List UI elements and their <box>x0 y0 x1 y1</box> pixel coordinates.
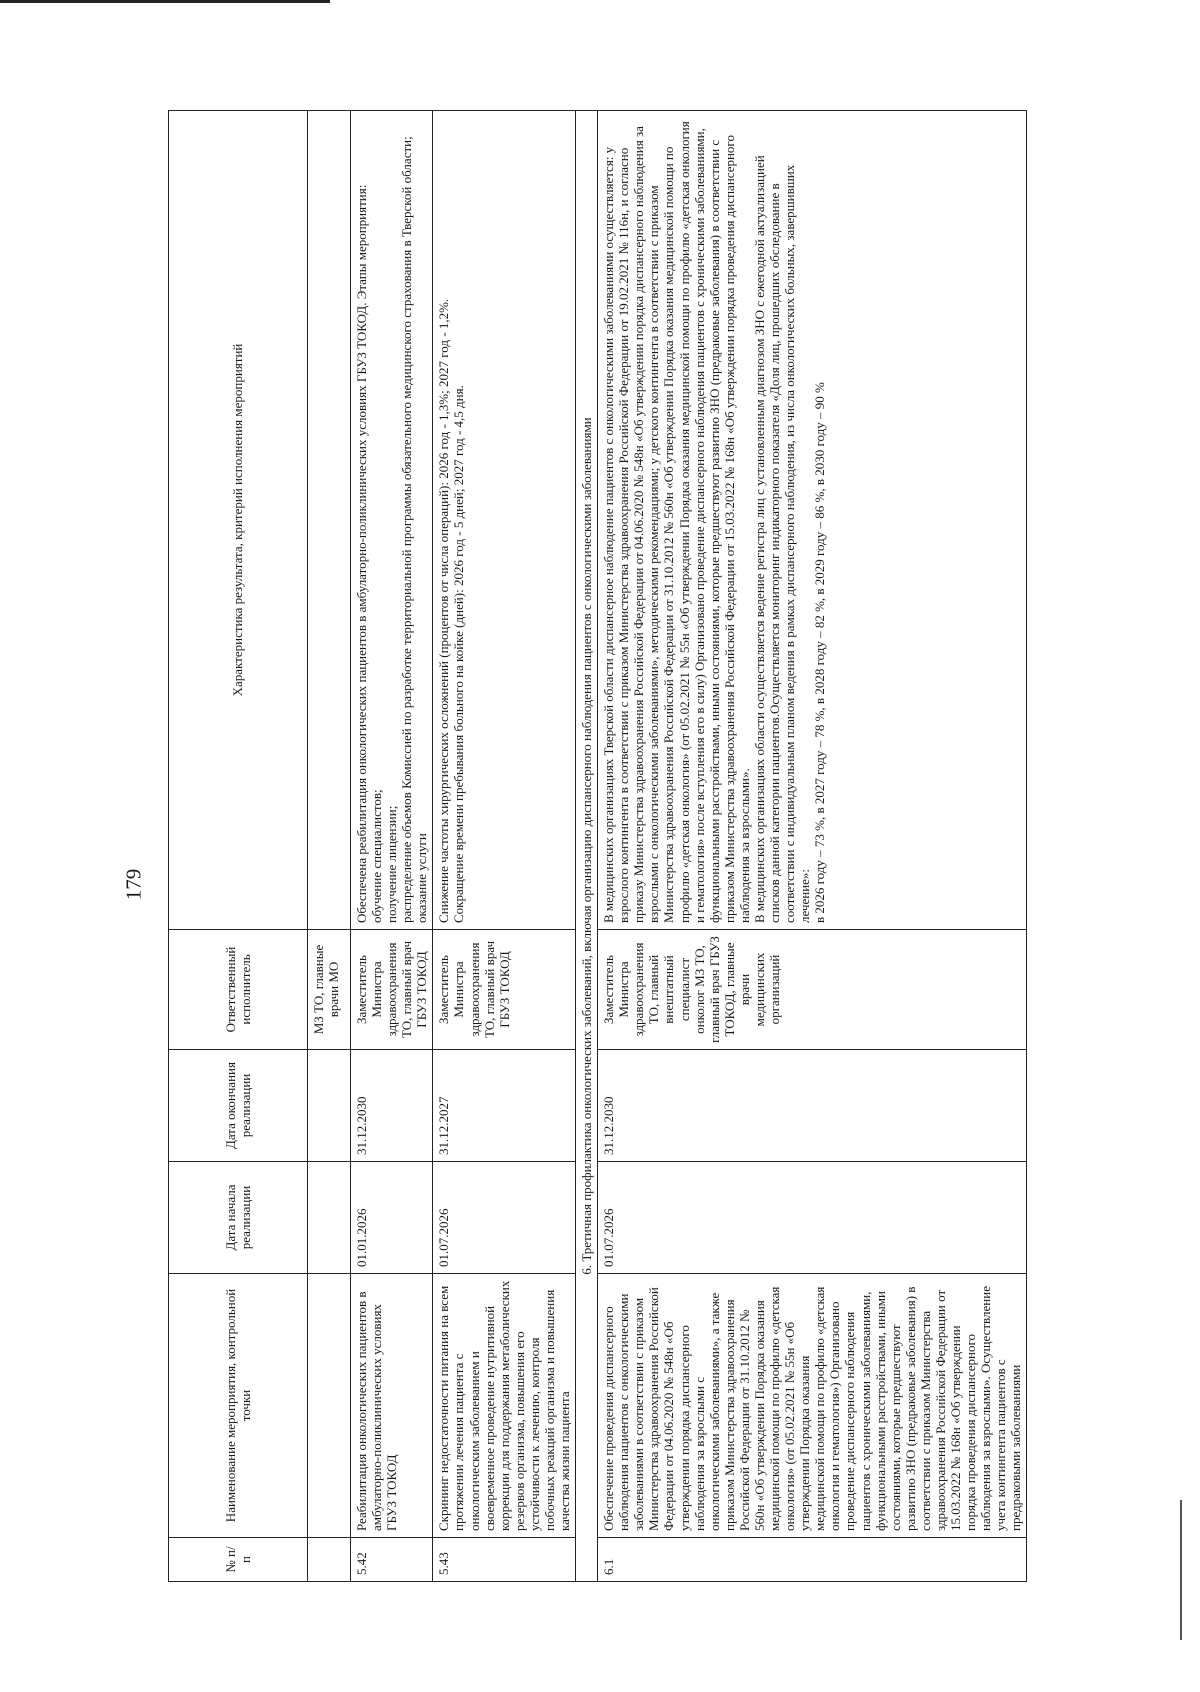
page-number: 179 <box>121 868 146 901</box>
cell-responsible: Заместитель Министра здравоохранения ТО, главный внештатный специалист онколог МЗ ТО, главный врач ГБУЗ ТОКОД, главные врачи медицинских организаций <box>598 930 1027 1050</box>
section-title: 6. Третичная профилактика онкологических заболеваний, включая организацию диспансерного наблюдения пациентов с онкологическими заболеваниями <box>576 111 598 1582</box>
table-row <box>598 111 1027 1582</box>
cell-start: 01.01.2026 <box>351 1162 433 1274</box>
cell-start <box>308 1162 351 1274</box>
cell-responsible: МЗ ТО, главные врачи МО <box>308 930 351 1050</box>
section-row <box>576 111 598 1582</box>
cell-result <box>308 111 351 930</box>
cell-start: 01.07.2026 <box>598 1162 1027 1274</box>
cell-responsible: Заместитель Министра здравоохранения ТО, главный врач ГБУЗ ТОКОД <box>433 930 576 1050</box>
result-line: распределение объемов Комиссией по разработке территориальной программы обязательного медицинского страхования в Тверской области; <box>399 136 415 923</box>
result-line: получение лицензии; <box>384 805 400 923</box>
cell-name: Обеспечение проведения диспансерного наблюдения пациентов с онкологическими заболеваниями в соответствии с приказом Министерства здравоохранения Российской Федерации от 04.06.2020 № 548н «Об утверждении порядка диспансерного наблюдения за взрослыми с онкологическими заболеваниями», а также приказом Министерства здравоохранения Российской Федерации от 31.10.2012 № 560н «Об утверждении Порядка оказания медицинской помощи по профилю «детская онкология» (от 05.02.2021 № 55н «Об утверждении Порядка оказания медицинской помощи по профилю «детская онкология и гематология») Организовано проведение диспансерного наблюдения пациентов с хроническими заболеваниями, функциональными расстройствами, иными состояниями, которые предшествуют развитию ЗНО (предраковые заболевания) в соответствии с приказом Министерства здравоохранения Российской Федерации от 15.03.2022 № 168н «Об утверждении порядка проведения диспансерного наблюдения за взрослыми». Осуществление учета контингента пациентов с предраковыми заболеваниями <box>598 1274 1027 1538</box>
plan-table <box>168 110 1027 1582</box>
cell-result <box>433 111 576 930</box>
rotated-page-content <box>168 110 1128 1582</box>
cell-end: 31.12.2030 <box>598 1050 1027 1162</box>
cell-end: 31.12.2030 <box>351 1050 433 1162</box>
cell-name <box>308 1274 351 1538</box>
header-end: Дата окончания реализации <box>169 1050 308 1162</box>
cell-result <box>351 111 433 930</box>
cell-num: 5.43 <box>433 1538 576 1582</box>
cell-end <box>308 1050 351 1162</box>
cell-num: 5.42 <box>351 1538 433 1582</box>
cell-responsible: Заместитель Министра здравоохранения ТО, главный врач ГБУЗ ТОКОД <box>351 930 433 1050</box>
table-row <box>433 111 576 1582</box>
result-line: Обеспечена реабилитация онкологических пациентов в амбулаторно-поликлинических условиях ГБУЗ ТОКОД. Этапы мероприятия: <box>354 184 369 923</box>
result-line: Сокращение времени пребывания больного на койке (дней): 2026 год - 5 дней; 2027 год - 4,5 дня. <box>451 385 467 923</box>
cell-num <box>308 1538 351 1582</box>
table-header-row <box>169 111 308 1582</box>
cell-num: 6.1 <box>598 1538 1027 1582</box>
header-name: Наименование мероприятия, контрольной точки <box>169 1274 308 1538</box>
header-responsible: Ответственный исполнитель <box>169 930 308 1050</box>
result-line: В медицинских организациях Тверской области диспансерное наблюдение пациентов с онкологическими заболеваниями осуществляется: у взрослого контингента в соответствии с приказом Министерства здравоохранения Российской Федерации от 19.02.2021 № 116н, и согласно приказу Министерства здравоохранения Российской Федерации от 04.06.2020 № 548н «Об утверждении порядка диспансерного наблюдения за взрослыми с онкологическими заболеваниями», методическими рекомендациями; у детского контингента в соответствии с приказом Министерства здравоохранения Российской Федерации от 31.10.2012 № 560н «Об утверждении Порядка оказания медицинской помощи по профилю «детская онкология» (от 05.02.2021 № 55н «Об утверждении Порядка оказания медицинской помощи по профилю «детская онкология и гематология» после вступления его в силу) Организовано проведение диспансерного наблюдения пациентов с хроническими заболеваниями, функциональными расстройствами, иными состояниями, которые предшествуют развитию ЗНО (предраковые заболевания) в соответствии с приказом Министерства здравоохранения Российской Федерации от 15.03.2022 № 168н «Об утверждении порядка проведения диспансерного наблюдения за взрослыми». <box>601 121 752 923</box>
result-line: Снижение частоты хирургических осложнений (процентов от числа операций): 2026 год - 1,3%; 2027 год - 1,2%. <box>436 298 452 923</box>
scan-mark <box>1180 1500 1182 1640</box>
result-line: в 2026 году – 73 %, в 2027 году – 78 %, в 2028 году – 82 %, в 2029 году – 86 %, в 2030 году – 90 % <box>812 382 828 923</box>
result-line: оказание услуги <box>414 833 430 923</box>
top-rule <box>0 0 330 3</box>
result-line: обучение специалистов; <box>369 789 385 923</box>
table-row <box>308 111 351 1582</box>
cell-name: Скрининг недостаточности питания на всем протяжении лечения пациента с онкологическим заболеванием и своевременное проведение нутритивной коррекции для поддержания метаболических резервов организма, повышения его устойчивости к лечению, контроля побочных реакций организма и повышения качества жизни пациента <box>433 1274 576 1538</box>
header-result: Характеристика результата, критерий исполнения мероприятий <box>169 111 308 930</box>
cell-start: 01.07.2026 <box>433 1162 576 1274</box>
cell-result <box>598 111 1027 930</box>
table-row <box>351 111 433 1582</box>
result-line: В медицинских организациях области осуществляется ведение регистра лиц с установленным диагнозом ЗНО с ежегодной актуализацией списков данной категории пациентов.Осуществляется мониторинг индикаторного показателя «Доля лиц, прошедших обследование в соответствии с индивидуальным планом ведения в рамках диспансерного наблюдения, из числа онкологических больных, завершивших лечение»: <box>751 155 813 923</box>
header-start: Дата начала реализации <box>169 1162 308 1274</box>
cell-end: 31.12.2027 <box>433 1050 576 1162</box>
header-num: № п/п <box>169 1538 308 1582</box>
cell-name: Реабилитация онкологических пациентов в амбулаторно-поликлинических условиях ГБУЗ ТОКОД <box>351 1274 433 1538</box>
